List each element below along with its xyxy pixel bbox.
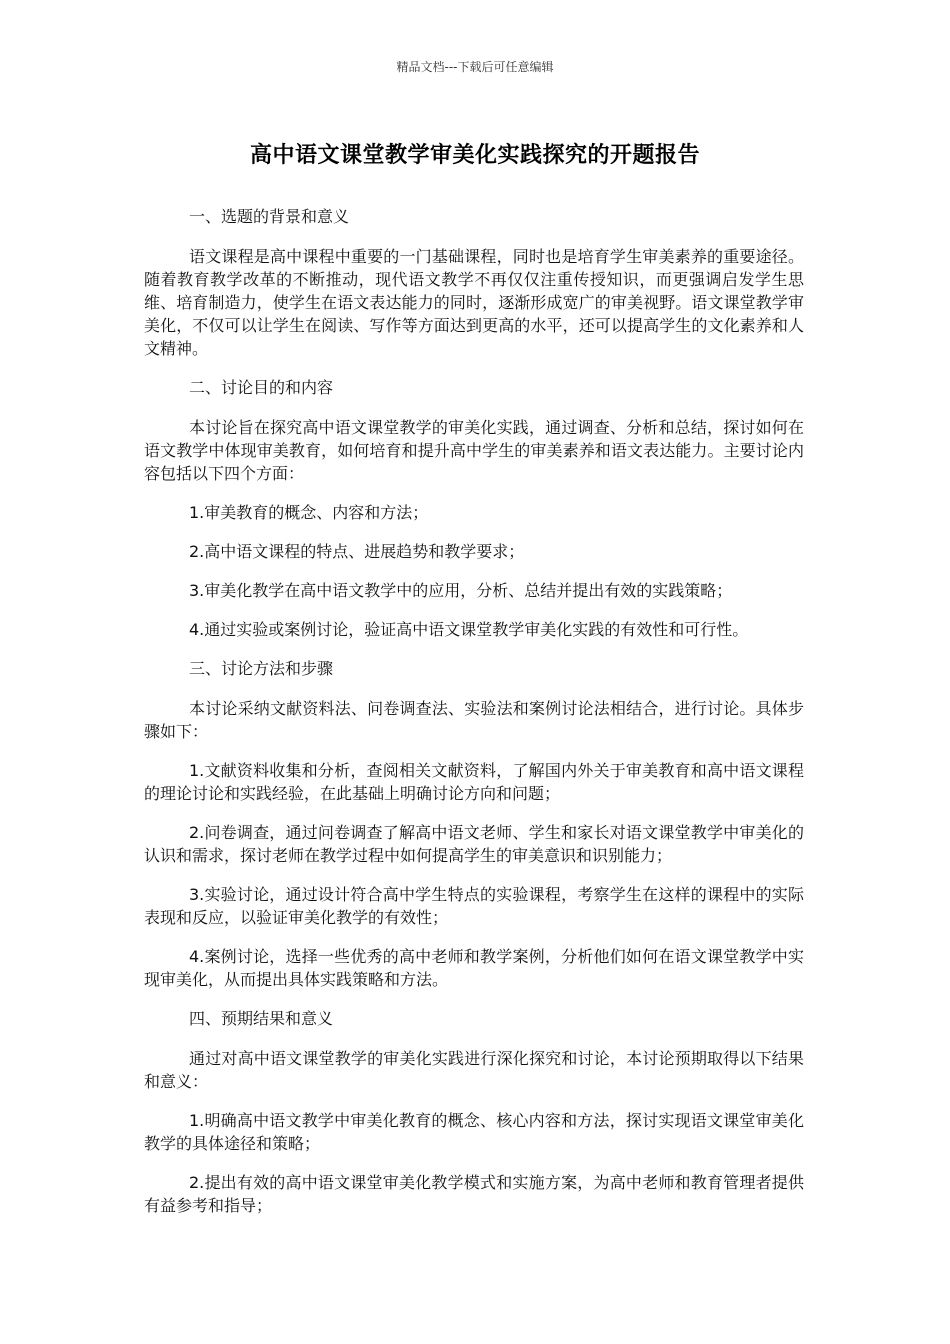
list-item: 2.问卷调查，通过问卷调查了解高中语文老师、学生和家长对语文课堂教学中审美化的认识和需求，探讨老师在教学过程中如何提高学生的审美意识和识别能力；: [144, 823, 804, 865]
section-heading-3: 三、讨论方法和步骤: [189, 659, 334, 678]
list-item: 2.高中语文课程的特点、进展趋势和教学要求；: [189, 542, 525, 561]
list-item: 3.实验讨论，通过设计符合高中学生特点的实验课程，考察学生在这样的课程中的实际表现和反应，以验证审美化教学的有效性；: [144, 885, 804, 927]
section-heading-4: 四、预期结果和意义: [189, 1009, 334, 1028]
document-title: 高中语文课堂教学审美化实践探究的开题报告: [249, 143, 700, 168]
section-heading-2: 二、讨论目的和内容: [189, 378, 334, 397]
list-item: 1.明确高中语文教学中审美化教育的概念、核心内容和方法，探讨实现语文课堂审美化教学的具体途径和策略；: [144, 1111, 804, 1153]
list-item: 1.文献资料收集和分析，查阅相关文献资料，了解国内外关于审美教育和高中语文课程的理论讨论和实践经验，在此基础上明确讨论方向和问题；: [144, 761, 804, 803]
list-item: 1.审美教育的概念、内容和方法；: [189, 503, 429, 522]
paragraph: 通过对高中语文课堂教学的审美化实践进行深化探究和讨论，本讨论预期取得以下结果和意义：: [144, 1049, 804, 1091]
section-heading-1: 一、选题的背景和意义: [189, 207, 350, 226]
paragraph: 本讨论采纳文献资料法、问卷调查法、实验法和案例讨论法相结合，进行讨论。具体步骤如下：: [144, 699, 804, 741]
list-item: 4.案例讨论，选择一些优秀的高中老师和教学案例，分析他们如何在语文课堂教学中实现审美化，从而提出具体实践策略和方法。: [144, 947, 804, 989]
paragraph: 本讨论旨在探究高中语文课堂教学的审美化实践，通过调查、分析和总结，探讨如何在语文教学中体现审美教育，如何培育和提升高中学生的审美素养和语文表达能力。主要讨论内容包括以下四个方面：: [144, 418, 804, 483]
paragraph: 语文课程是高中课程中重要的一门基础课程，同时也是培育学生审美素养的重要途径。随着教育教学改革的不断推动，现代语文教学不再仅仅注重传授知识，而更强调启发学生思维、培育制造力，使学生在语文表达能力的同时，逐渐形成宽广的审美视野。语文课堂教学审美化，不仅可以让学生在阅读、写作等方面达到更高的水平，还可以提高学生的文化素养和人文精神。: [144, 247, 804, 358]
document-body: [144, 205, 804, 1233]
list-item: 4.通过实验或案例讨论，验证高中语文课堂教学审美化实践的有效性和可行性。: [189, 620, 749, 639]
list-item: 3.审美化教学在高中语文教学中的应用，分析、总结并提出有效的实践策略；: [189, 581, 733, 600]
header-note: 精品文档---下载后可任意编辑: [396, 60, 554, 74]
list-item: 2.提出有效的高中语文课堂审美化教学模式和实施方案，为高中老师和教育管理者提供有益参考和指导；: [144, 1173, 804, 1215]
